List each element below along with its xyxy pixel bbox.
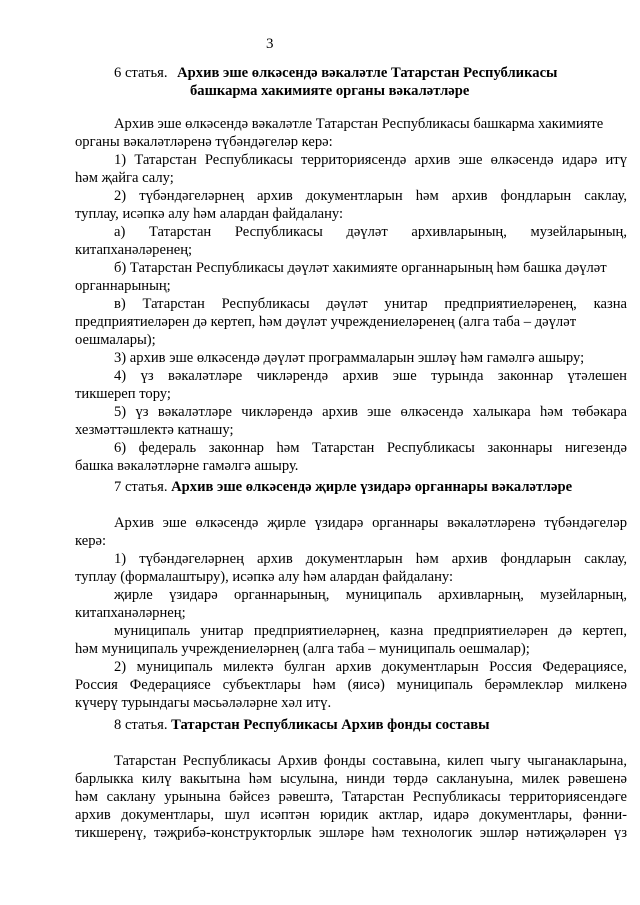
article-6-line: һәм җайга салу;: [75, 170, 174, 186]
article-6-number: 6 статья.: [114, 65, 168, 81]
article-6-line: предприятиеләрен дә кертеп, һәм дәүләт учреждениеләренең (алга таба – дәүләт: [75, 314, 577, 330]
article-6-line: 5) үз вәкаләтләре чикләрендә архив эше өлкәсендә халыкара һәм төбәкара: [114, 404, 627, 420]
article-7-title: Архив эше өлкәсендә җирле үзидарә органнары вәкаләтләре: [171, 479, 573, 495]
article-7-line: китапханәләрнең;: [75, 605, 186, 621]
article-6-line: органнарының;: [75, 278, 171, 294]
article-8-line: тикшеренү, тәҗрибә-конструкторлык эшләре һәм технологик эшләр нәтиҗәләрен үз: [75, 825, 627, 841]
article-6-line: 6) федераль законнар һәм Татарстан Республикасы законнары нигезендә: [114, 440, 627, 456]
article-6-line: туплау, исәпкә алу һәм алардан файдалану:: [75, 206, 344, 222]
article-8-heading: [75, 716, 627, 734]
article-6-line: оешмалары);: [75, 332, 156, 348]
article-7-line: керә:: [75, 533, 107, 549]
article-7-line: 2) муниципаль милектә булган архив документларын Россия Федерациясе,: [114, 659, 627, 675]
article-8-title: Татарстан Республикасы Архив фонды составы: [171, 717, 490, 733]
article-8-line: һәм саклану урынына бәйсез рәвештә, Татарстан Республикасы территориясендәге: [75, 789, 627, 805]
article-6-line: б) Татарстан Республикасы дәүләт хакимияте органнарының һәм башка дәүләт: [114, 260, 607, 276]
article-6-line: хезмәттәшлектә катнашу;: [75, 422, 234, 438]
article-6-line: а) Татарстан Республикасы дәүләт архивларының, музейларының,: [114, 224, 627, 240]
article-6-line: 3) архив эше өлкәсендә дәүләт программаларын эшләү һәм гамәлгә ашыру;: [114, 350, 585, 366]
article-6-title-line-2: башкарма хакимияте органы вәкаләтләре: [190, 83, 470, 99]
article-6-line: 4) үз вәкаләтләре чикләрендә архив эше турында законнар үтәлешен: [114, 368, 627, 384]
article-6-line: в) Татарстан Республикасы дәүләт унитар предприятиеләренең, казна: [114, 296, 627, 312]
article-7-line: күчерү турындагы мәсьәләләрне хәл итү.: [75, 695, 332, 711]
article-7-line: Россия Федерациясе субъектлары һәм (яисә) муниципаль берәмлекләр милкенә: [75, 677, 627, 693]
article-6-line: 1) Татарстан Республикасы территориясендә архив эше өлкәсендә идарә итү: [114, 152, 627, 168]
article-6-line: башка вәкаләтләрне гамәлгә ашыру.: [75, 458, 299, 474]
article-7-heading: [75, 478, 627, 496]
article-6-line: тикшереп тору;: [75, 386, 171, 402]
article-7-line: муниципаль унитар предприятиеләрнең, казна предприятиеләрен дә кертеп,: [114, 623, 627, 639]
article-6-line: Архив эше өлкәсендә вәкаләтле Татарстан Республикасы башкарма хакимияте: [114, 116, 604, 132]
article-6-line: китапханәләренең;: [75, 242, 193, 258]
article-7-line: җирле үзидарә органнарының, муниципаль архивларның, музейларның,: [114, 587, 627, 603]
article-6-heading: [75, 64, 627, 82]
article-8-number: 8 статья.: [114, 717, 168, 733]
article-7-line: һәм муниципаль учреждениеләрнең (алга таба – муниципаль оешмалар);: [75, 641, 530, 657]
article-8-line: архив документлары, шул исәптән юридик актлар, идарә документлары, фәнни-: [75, 807, 627, 823]
article-6-title-line-1: Архив эше өлкәсендә вәкаләтле Татарстан Республикасы: [177, 65, 558, 81]
article-6-line: 2) түбәндәгеләрнең архив документларын һәм архив фондларын саклау,: [114, 188, 627, 204]
page-number: 3: [266, 36, 274, 52]
article-7-number: 7 статья.: [114, 479, 168, 495]
article-7-line: Архив эше өлкәсендә җирле үзидарә органнары вәкаләтләренә түбәндәгеләр: [114, 515, 627, 531]
article-6-line: органы вәкаләтләренә түбәндәгеләр керә:: [75, 134, 333, 150]
article-8-line: Татарстан Республикасы Архив фонды составына, килеп чыгу чыганакларына,: [114, 753, 627, 769]
article-7-line: туплау (формалаштыру), исәпкә алу һәм алардан файдалану:: [75, 569, 454, 585]
article-8-line: барлыкка килү вакытына һәм ысулына, нинди төрдә саклануына, милек рәвешенә: [75, 771, 627, 787]
article-7-line: 1) түбәндәгеләрнең архив документларын һәм архив фондларын саклау,: [114, 551, 627, 567]
